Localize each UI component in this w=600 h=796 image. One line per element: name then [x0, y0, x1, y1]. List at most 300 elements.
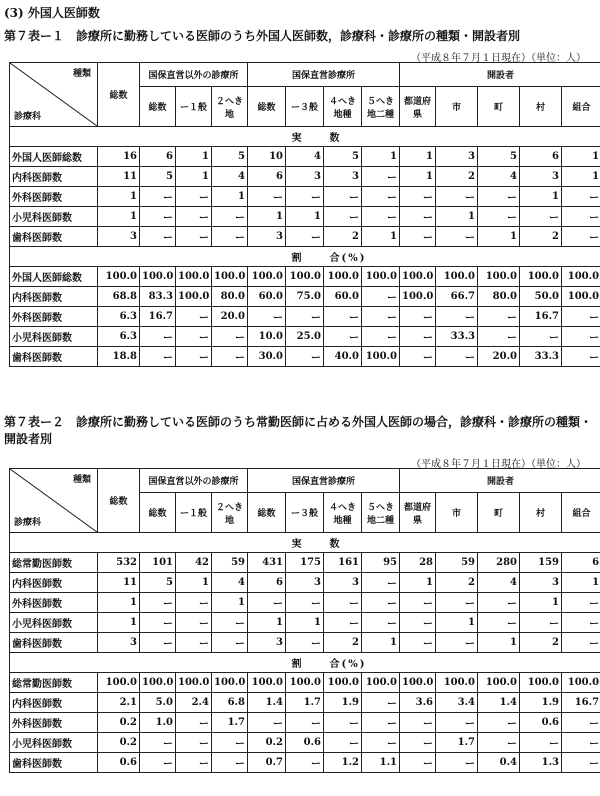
table-row — [10, 613, 600, 633]
table-cell: 1 — [520, 187, 562, 207]
column-header: 村 — [520, 87, 562, 127]
table-row — [10, 207, 600, 227]
row-label: 歯科医師数 — [10, 227, 98, 247]
table-cell: ー — [562, 733, 600, 753]
table-row — [10, 327, 600, 347]
table-cell: 0.2 — [248, 733, 286, 753]
table-cell: 0.2 — [98, 733, 140, 753]
table-cell: 4 — [286, 147, 324, 167]
table-cell: 100.0 — [400, 673, 436, 693]
table-cell: ー — [176, 207, 212, 227]
section-title: (3) 外国人医師数 — [4, 6, 100, 20]
table-cell: 5 — [140, 573, 176, 593]
table-cell: ー — [362, 307, 400, 327]
table-cell: 1 — [98, 593, 140, 613]
table-cell: 431 — [248, 553, 286, 573]
table-cell: 5 — [478, 147, 520, 167]
table-cell: 3 — [520, 573, 562, 593]
corner-type-label: 種類 — [72, 475, 91, 485]
table-row — [10, 187, 600, 207]
table-cell: 16.7 — [520, 307, 562, 327]
table-cell: 42 — [176, 553, 212, 573]
table2-note: （平成８年７月１日現在）（単位：人） — [411, 459, 586, 470]
table-cell: 80.0 — [212, 287, 248, 307]
table-cell: ー — [478, 307, 520, 327]
table-cell: 2.4 — [176, 693, 212, 713]
table-row — [10, 693, 600, 713]
table-cell: ー — [324, 613, 362, 633]
table-row — [10, 147, 600, 167]
table-cell: ー — [436, 713, 478, 733]
table-cell: 4 — [478, 573, 520, 593]
table-cell: 100.0 — [212, 267, 248, 287]
table-cell: 4 — [212, 573, 248, 593]
table-cell: ー — [520, 327, 562, 347]
table-cell: ー — [140, 633, 176, 653]
table-cell: 3 — [324, 573, 362, 593]
table-row — [10, 713, 600, 733]
table-cell: 3 — [286, 167, 324, 187]
table1 — [9, 62, 600, 367]
table-cell: 1.4 — [248, 693, 286, 713]
table-cell: ー — [520, 207, 562, 227]
table-cell: 40.0 — [324, 347, 362, 367]
table-cell: ー — [212, 347, 248, 367]
table-cell: ー — [478, 733, 520, 753]
table-cell: 1.3 — [520, 753, 562, 773]
table-cell: ー — [212, 207, 248, 227]
table-cell: ー — [248, 187, 286, 207]
table-cell: ー — [248, 593, 286, 613]
table-cell: 1 — [362, 147, 400, 167]
table-cell: 1.7 — [286, 693, 324, 713]
group-nonkokuho-header: 国保直営以外の診療所 — [140, 63, 248, 87]
column-header: ５へき地二種 — [362, 493, 400, 533]
table-cell: 100.0 — [478, 673, 520, 693]
table-cell: 100.0 — [400, 287, 436, 307]
table-cell: 6 — [520, 147, 562, 167]
table-cell: 1 — [562, 147, 600, 167]
table-cell: ー — [176, 227, 212, 247]
column-header: 市 — [436, 493, 478, 533]
percent-section-label-left: 割 — [10, 247, 324, 267]
table-cell: ー — [362, 287, 400, 307]
table-cell: ー — [324, 733, 362, 753]
group-nonkokuho-header: 国保直営以外の診療所 — [140, 469, 248, 493]
table-cell: ー — [140, 753, 176, 773]
table-cell: ー — [436, 227, 478, 247]
table-cell: ー — [400, 733, 436, 753]
table-cell: ー — [140, 613, 176, 633]
table-row — [10, 287, 600, 307]
table-cell: 280 — [478, 553, 520, 573]
table-cell: 100.0 — [478, 267, 520, 287]
table-cell: 159 — [520, 553, 562, 573]
table-cell: 100.0 — [248, 673, 286, 693]
table-cell: 1 — [478, 227, 520, 247]
row-label: 内科医師数 — [10, 573, 98, 593]
table-cell: ー — [140, 327, 176, 347]
count-section-label-left: 実 — [10, 127, 324, 147]
table-cell: 59 — [212, 553, 248, 573]
table-row — [10, 553, 600, 573]
table-row — [10, 347, 600, 367]
row-label: 小児科医師数 — [10, 327, 98, 347]
table-row — [10, 573, 600, 593]
table-cell: 2.1 — [98, 693, 140, 713]
table-cell: 4 — [478, 167, 520, 187]
percent-section-label-right: 合(%) — [324, 653, 600, 673]
table-cell: 1 — [248, 207, 286, 227]
table-cell: 100.0 — [562, 267, 600, 287]
column-header: ー３般 — [286, 493, 324, 533]
table-cell: 1 — [176, 573, 212, 593]
column-header: 総数 — [140, 493, 176, 533]
table-cell: ー — [562, 613, 600, 633]
table-cell: ー — [562, 207, 600, 227]
table-cell: 0.2 — [98, 713, 140, 733]
table-row — [10, 633, 600, 653]
column-header: 村 — [520, 493, 562, 533]
table1-title: 第７表ー１ 診療所に勤務している医師のうち外国人医師数，診療科・診療所の種類・開設者別 — [4, 29, 521, 43]
table-cell: 66.7 — [436, 287, 478, 307]
table-cell: 2 — [520, 227, 562, 247]
column-header: ２へき地 — [212, 493, 248, 533]
table-cell: 2 — [436, 167, 478, 187]
table-cell: 1 — [212, 593, 248, 613]
table-cell: ー — [520, 733, 562, 753]
group-founder-header: 開設者 — [400, 63, 600, 87]
table-cell: ー — [362, 327, 400, 347]
table-cell: ー — [400, 187, 436, 207]
table-cell: 60.0 — [324, 287, 362, 307]
table-cell: 5 — [324, 147, 362, 167]
table-cell: 100.0 — [400, 267, 436, 287]
table-cell: ー — [400, 307, 436, 327]
table-cell: ー — [176, 713, 212, 733]
table-cell: 1 — [520, 593, 562, 613]
column-header: 総数 — [248, 87, 286, 127]
table-cell: 100.0 — [176, 287, 212, 307]
table-cell: 1 — [286, 207, 324, 227]
table-cell: 100.0 — [562, 673, 600, 693]
table-cell: 3 — [98, 633, 140, 653]
row-label: 外科医師数 — [10, 307, 98, 327]
table-cell: 1 — [400, 147, 436, 167]
table-cell: 59 — [436, 553, 478, 573]
table-cell: ー — [362, 207, 400, 227]
table-cell: 175 — [286, 553, 324, 573]
table-cell: ー — [400, 227, 436, 247]
table-cell: 1 — [176, 147, 212, 167]
table-cell: 1.7 — [212, 713, 248, 733]
table-cell: 3 — [248, 227, 286, 247]
column-header: ー１般 — [176, 493, 212, 533]
table-cell: 100.0 — [562, 287, 600, 307]
table-cell: ー — [362, 613, 400, 633]
table-cell: 3 — [98, 227, 140, 247]
column-header: ー１般 — [176, 87, 212, 127]
table-cell: 5.0 — [140, 693, 176, 713]
table-cell: 3.4 — [436, 693, 478, 713]
table-cell: ー — [362, 187, 400, 207]
column-header: 町 — [478, 87, 520, 127]
table-cell: 1 — [98, 187, 140, 207]
table-cell: ー — [324, 307, 362, 327]
table-cell: 6 — [248, 573, 286, 593]
table-cell: 2 — [520, 633, 562, 653]
table-cell: 2 — [324, 633, 362, 653]
table-cell: 1 — [176, 167, 212, 187]
table-cell: 3 — [248, 633, 286, 653]
table-cell: 18.8 — [98, 347, 140, 367]
table-cell: 100.0 — [212, 673, 248, 693]
table-cell: 1 — [248, 613, 286, 633]
table-cell: ー — [362, 593, 400, 613]
column-header: 都道府県 — [400, 87, 436, 127]
table-cell: ー — [362, 693, 400, 713]
table-cell: 1.7 — [436, 733, 478, 753]
table-cell: ー — [248, 713, 286, 733]
table-cell: 100.0 — [140, 267, 176, 287]
corner-header — [10, 469, 98, 533]
group-kokuho-header: 国保直営診療所 — [248, 63, 400, 87]
table-cell: 1 — [400, 167, 436, 187]
table-cell: 100.0 — [362, 267, 400, 287]
table-cell: 100.0 — [140, 673, 176, 693]
table-cell: 33.3 — [520, 347, 562, 367]
table-cell: 6 — [562, 553, 600, 573]
table-cell: 0.6 — [286, 733, 324, 753]
percent-section-label-right: 合(%) — [324, 247, 600, 267]
column-header: ５へき地二種 — [362, 87, 400, 127]
table-cell: 75.0 — [286, 287, 324, 307]
corner-dept-label: 診療科 — [14, 518, 42, 528]
table-cell: 1 — [562, 167, 600, 187]
table-cell: ー — [436, 593, 478, 613]
table-cell: 1 — [362, 633, 400, 653]
table2 — [9, 468, 600, 773]
table-cell: ー — [562, 327, 600, 347]
table-cell: 4 — [212, 167, 248, 187]
row-label: 外科医師数 — [10, 713, 98, 733]
table-cell: ー — [286, 753, 324, 773]
table-cell: 100.0 — [520, 673, 562, 693]
column-header: 市 — [436, 87, 478, 127]
row-label: 小児科医師数 — [10, 733, 98, 753]
table-cell: ー — [400, 713, 436, 733]
table-cell: ー — [286, 593, 324, 613]
table-cell: 33.3 — [436, 327, 478, 347]
table-cell: 100.0 — [98, 267, 140, 287]
table-cell: 11 — [98, 573, 140, 593]
table-cell: 3 — [436, 147, 478, 167]
table-cell: 100.0 — [324, 267, 362, 287]
column-header: 都道府県 — [400, 493, 436, 533]
table-cell: 101 — [140, 553, 176, 573]
column-header: 総数 — [140, 87, 176, 127]
row-label: 内科医師数 — [10, 693, 98, 713]
table-cell: 5 — [212, 147, 248, 167]
table-cell: 0.6 — [520, 713, 562, 733]
table-cell: 3.6 — [400, 693, 436, 713]
table-cell: 100.0 — [520, 267, 562, 287]
table-row — [10, 167, 600, 187]
table-cell: 100.0 — [436, 673, 478, 693]
table-cell: 100.0 — [248, 267, 286, 287]
table-cell: 1 — [212, 187, 248, 207]
table-cell: ー — [520, 613, 562, 633]
row-label: 外科医師数 — [10, 593, 98, 613]
table-cell: 6.3 — [98, 327, 140, 347]
table-cell: ー — [562, 187, 600, 207]
row-label: 歯科医師数 — [10, 347, 98, 367]
row-label: 小児科医師数 — [10, 207, 98, 227]
table1-note: （平成８年７月１日現在）（単位：人） — [411, 53, 586, 64]
table-cell: 100.0 — [362, 673, 400, 693]
table-cell: 1.4 — [478, 693, 520, 713]
table-cell: ー — [212, 227, 248, 247]
row-label: 外科医師数 — [10, 187, 98, 207]
table-cell: 100.0 — [286, 267, 324, 287]
table-cell: 0.4 — [478, 753, 520, 773]
table-cell: ー — [286, 307, 324, 327]
table-cell: 1 — [562, 573, 600, 593]
table-cell: ー — [324, 593, 362, 613]
column-header: ー３般 — [286, 87, 324, 127]
table-row — [10, 733, 600, 753]
table-cell: 1.9 — [324, 693, 362, 713]
row-label: 歯科医師数 — [10, 633, 98, 653]
table-cell: 50.0 — [520, 287, 562, 307]
table-cell: 95 — [362, 553, 400, 573]
table-cell: ー — [362, 167, 400, 187]
table-cell: 3 — [286, 573, 324, 593]
table-cell: ー — [362, 573, 400, 593]
table-cell: 16 — [98, 147, 140, 167]
table-cell: ー — [176, 753, 212, 773]
table-cell: ー — [140, 733, 176, 753]
table-cell: 6.8 — [212, 693, 248, 713]
table-row — [10, 593, 600, 613]
table-cell: ー — [400, 633, 436, 653]
table-cell: 16.7 — [140, 307, 176, 327]
column-header: ４へき地種 — [324, 493, 362, 533]
table-cell: ー — [140, 227, 176, 247]
corner-dept-label: 診療科 — [14, 112, 42, 122]
table-cell: ー — [324, 713, 362, 733]
table-cell: ー — [176, 593, 212, 613]
column-header: 総数 — [248, 493, 286, 533]
table-row — [10, 227, 600, 247]
table-cell: 3 — [324, 167, 362, 187]
table-cell: ー — [400, 593, 436, 613]
table-cell: ー — [478, 327, 520, 347]
table-cell: ー — [324, 327, 362, 347]
total-header: 総数 — [98, 63, 140, 127]
table-cell: 1 — [436, 207, 478, 227]
table-cell: 100.0 — [98, 673, 140, 693]
row-label: 小児科医師数 — [10, 613, 98, 633]
table-cell: ー — [212, 753, 248, 773]
group-kokuho-header: 国保直営診療所 — [248, 469, 400, 493]
table-row — [10, 753, 600, 773]
table-cell: 68.8 — [98, 287, 140, 307]
table-cell: 1.9 — [520, 693, 562, 713]
table-cell: 1 — [478, 633, 520, 653]
table2-title: 第７表ー２ 診療所に勤務している医師のうち常勤医師に占める外国人医師の場合，診療科・診療所の種類・開設者別 — [4, 415, 593, 446]
table-cell: 1.2 — [324, 753, 362, 773]
table-cell: ー — [400, 753, 436, 773]
table-cell: 10 — [248, 147, 286, 167]
table-cell: ー — [478, 207, 520, 227]
column-header: 組合 — [562, 493, 600, 533]
table-cell: ー — [212, 327, 248, 347]
table-cell: ー — [362, 733, 400, 753]
table-cell: 25.0 — [286, 327, 324, 347]
table-cell: ー — [562, 227, 600, 247]
table-cell: ー — [286, 227, 324, 247]
table-cell: 30.0 — [248, 347, 286, 367]
table-cell: ー — [176, 347, 212, 367]
table-cell: ー — [436, 347, 478, 367]
table-cell: 100.0 — [176, 673, 212, 693]
table-cell: ー — [400, 613, 436, 633]
table-cell: 1 — [400, 573, 436, 593]
table-cell: ー — [248, 307, 286, 327]
table-cell: ー — [176, 327, 212, 347]
table-cell: 6 — [248, 167, 286, 187]
table-cell: 83.3 — [140, 287, 176, 307]
table-cell: 10.0 — [248, 327, 286, 347]
table-cell: ー — [212, 633, 248, 653]
table-cell: ー — [286, 187, 324, 207]
table-cell: 1 — [362, 227, 400, 247]
percent-section-label-left: 割 — [10, 653, 324, 673]
row-label: 歯科医師数 — [10, 753, 98, 773]
table-cell: 100.0 — [176, 267, 212, 287]
table-cell: ー — [436, 307, 478, 327]
table-cell: ー — [562, 753, 600, 773]
table-cell: 20.0 — [478, 347, 520, 367]
table-cell: ー — [140, 207, 176, 227]
table-cell: 161 — [324, 553, 362, 573]
table-cell: ー — [562, 307, 600, 327]
column-header: ４へき地種 — [324, 87, 362, 127]
table-cell: ー — [478, 593, 520, 613]
table-cell: ー — [176, 307, 212, 327]
row-label: 内科医師数 — [10, 167, 98, 187]
table-cell: ー — [436, 633, 478, 653]
row-label: 総常勤医師数 — [10, 673, 98, 693]
row-label: 内科医師数 — [10, 287, 98, 307]
table-cell: 100.0 — [436, 267, 478, 287]
table-cell: ー — [478, 613, 520, 633]
table-cell: ー — [140, 347, 176, 367]
column-header: 町 — [478, 493, 520, 533]
table-cell: 1 — [98, 613, 140, 633]
table-cell: ー — [562, 633, 600, 653]
table-cell: 100.0 — [286, 673, 324, 693]
total-header: 総数 — [98, 469, 140, 533]
table-cell: ー — [436, 753, 478, 773]
table-cell: ー — [286, 347, 324, 367]
table-cell: ー — [212, 613, 248, 633]
table-cell: ー — [400, 207, 436, 227]
table-cell: ー — [562, 713, 600, 733]
table-cell: ー — [286, 713, 324, 733]
table-cell: ー — [286, 633, 324, 653]
